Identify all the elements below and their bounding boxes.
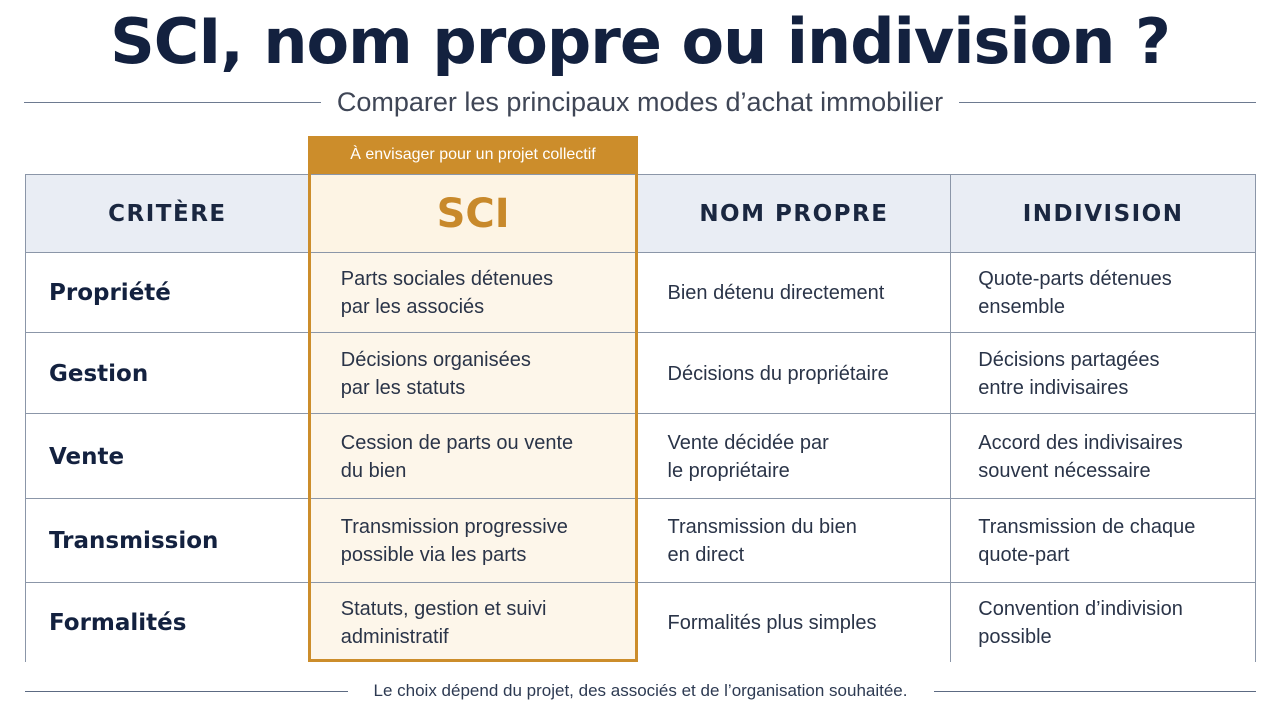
sci-cell xyxy=(310,253,638,333)
comparison-table xyxy=(25,174,1256,662)
indivision-value: Transmission de chaque quote-part xyxy=(978,516,1196,566)
sci-value: Transmission progressive possible via les parts xyxy=(340,516,568,566)
criterion-cell xyxy=(26,253,310,333)
indivision-value: Convention d’indivision possible xyxy=(978,597,1183,648)
indivision-value: Décisions partagées entre indivisaires xyxy=(978,348,1160,399)
indivision-cell xyxy=(951,583,1255,662)
table-row xyxy=(26,413,1255,499)
nom-propre-cell xyxy=(638,583,952,662)
nom-propre-value: Vente décidée par le propriétaire xyxy=(667,431,829,482)
subtitle-row xyxy=(24,82,1256,122)
header-label-criterion: CRITÈRE xyxy=(108,200,227,227)
criterion-label: Formalités xyxy=(49,609,187,636)
header-label-indivision: INDIVISION xyxy=(1022,200,1184,227)
sci-cell xyxy=(310,499,638,583)
criterion-label: Gestion xyxy=(49,360,149,387)
sci-cell xyxy=(310,414,638,499)
criterion-cell xyxy=(26,499,310,583)
criterion-cell xyxy=(26,414,310,499)
table-header-row xyxy=(26,175,1255,252)
footer-rule-right xyxy=(934,691,1257,692)
sci-cell xyxy=(310,333,638,414)
nom-propre-value: Décisions du propriétaire xyxy=(667,362,889,385)
footer-note: Le choix dépend du projet, des associés et de l’organisation souhaitée. xyxy=(373,681,908,700)
indivision-cell xyxy=(951,333,1255,414)
nom-propre-value: Bien détenu directement xyxy=(667,282,885,304)
header-cell-indivision xyxy=(951,175,1255,252)
indivision-value: Accord des indivisaires souvent nécessaire xyxy=(978,431,1183,482)
criterion-cell xyxy=(26,583,310,662)
sci-value: Décisions organisées par les statuts xyxy=(340,348,531,399)
indivision-value: Quote-parts détenues ensemble xyxy=(978,268,1172,318)
criterion-label: Vente xyxy=(49,443,125,470)
page-subtitle: Comparer les principaux modes d’achat immobilier xyxy=(336,86,944,117)
nom-propre-value: Transmission du bien en direct xyxy=(667,516,857,566)
nom-propre-cell xyxy=(638,499,952,583)
footer-rule-left xyxy=(25,691,348,692)
header-label-nom-propre: NOM PROPRE xyxy=(699,200,889,227)
nom-propre-value: Formalités plus simples xyxy=(667,611,877,634)
table-row xyxy=(26,252,1255,333)
indivision-cell xyxy=(951,253,1255,333)
nom-propre-cell xyxy=(638,333,952,414)
subtitle-rule-left xyxy=(24,102,321,103)
table-row xyxy=(26,332,1255,414)
indivision-cell xyxy=(951,499,1255,583)
nom-propre-cell xyxy=(638,414,952,499)
criterion-label: Propriété xyxy=(49,280,171,306)
footer-row xyxy=(25,676,1256,706)
indivision-cell xyxy=(951,414,1255,499)
sci-cell xyxy=(310,583,638,662)
nom-propre-cell xyxy=(638,253,952,333)
header-cell-sci xyxy=(310,175,638,252)
sci-value: Parts sociales détenues par les associés xyxy=(340,268,554,318)
header-cell-criterion xyxy=(26,175,310,252)
sci-recommendation-badge: À envisager pour un projet collectif xyxy=(308,136,638,174)
table-row xyxy=(26,582,1255,662)
subtitle-rule-right xyxy=(959,102,1256,103)
sci-value: Cession de parts ou vente du bien xyxy=(340,431,574,482)
criterion-label: Transmission xyxy=(49,528,219,554)
header-cell-nom-propre xyxy=(638,175,952,252)
sci-value: Statuts, gestion et suivi administratif xyxy=(340,597,547,648)
table-row xyxy=(26,498,1255,583)
page-title: SCI, nom propre ou indivision ? xyxy=(110,5,1170,78)
criterion-cell xyxy=(26,333,310,414)
header-label-sci: SCI xyxy=(436,190,510,237)
